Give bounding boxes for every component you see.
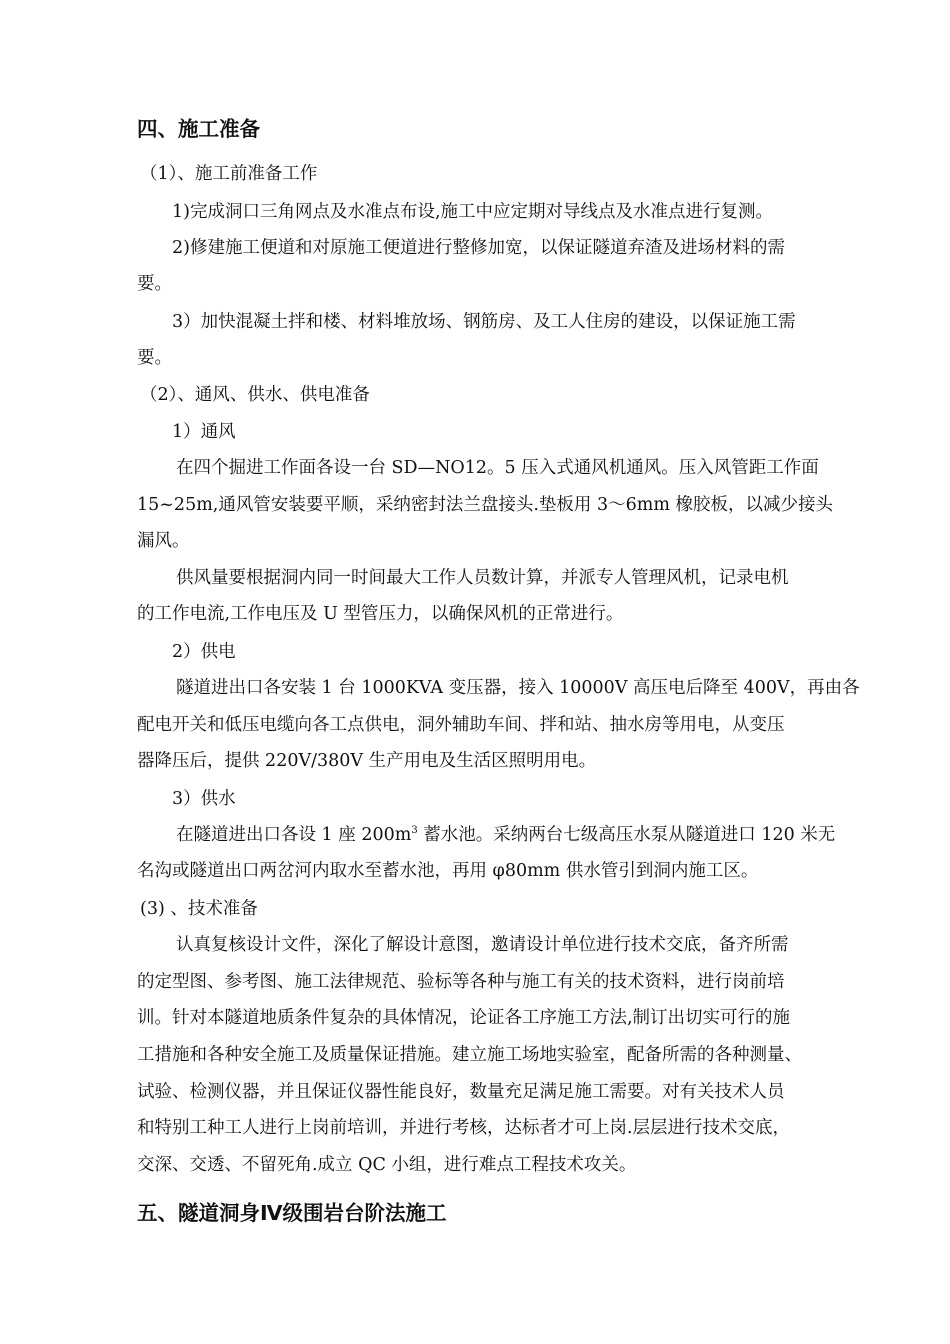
item-title-ventilation: 1）通风 — [172, 422, 236, 442]
paragraph-line: 配电开关和低压电缆向各工点供电，洞外辅助车间、拌和站、抽水房等用电，从变压 — [137, 715, 785, 735]
paragraph-line: 漏风。 — [137, 531, 190, 551]
paragraph-line: 训。针对本隧道地质条件复杂的具体情况，论证各工序施工方法,制订出切实可行的施 — [137, 1008, 791, 1028]
paragraph-line: 隧道进出口各安装 1 台 1000KVA 变压器，接入 10000V 高压电后降至 400V，再由各 — [176, 678, 860, 698]
paragraph-line: 认真复核设计文件，深化了解设计意图，邀请设计单位进行技术交底，备齐所需 — [176, 935, 789, 955]
paragraph-line: 交深、交透、不留死角.成立 QC 小组，进行难点工程技术攻关。 — [137, 1155, 637, 1175]
paragraph-line: 1)完成洞口三角网点及水准点布设,施工中应定期对导线点及水准点进行复测。 — [172, 202, 774, 222]
section-heading-4: 四、施工准备 — [137, 117, 260, 141]
paragraph-line: 的工作电流,工作电压及 U 型管压力，以确保风机的正常进行。 — [137, 604, 624, 624]
paragraph-line: 和特别工种工人进行上岗前培训，并进行考核，达标者才可上岗.层层进行技术交底， — [137, 1118, 791, 1138]
paragraph-line — [176, 824, 835, 846]
paragraph-line: 供风量要根据洞内同一时间最大工作人员数计算，并派专人管理风机，记录电机 — [176, 568, 789, 588]
paragraph-line: 试验、检测仪器，并且保证仪器性能良好，数量充足满足施工需要。对有关技术人员 — [137, 1082, 785, 1102]
paragraph-line: 3）加快混凝土拌和楼、材料堆放场、钢筋房、及工人住房的建设，以保证施工需 — [172, 312, 796, 332]
paragraph-line: 15~25m,通风管安装要平顺，采纳密封法兰盘接头.垫板用 3～6mm 橡胶板，以减少接头 — [137, 495, 833, 515]
item-title-water: 3）供水 — [172, 789, 236, 809]
paragraph-line: 在四个掘进工作面各设一台 SD—NO12。5 压入式通风机通风。压入风管距工作面 — [176, 458, 819, 478]
section-heading-5: 五、隧道洞身Ⅳ级围岩台阶法施工 — [137, 1201, 447, 1225]
paragraph-line: 的定型图、参考图、施工法律规范、验标等各种与施工有关的技术资料，进行岗前培 — [137, 972, 785, 992]
superscript: 3 — [411, 825, 418, 837]
paragraph-line: 2)修建施工便道和对原施工便道进行整修加宽，以保证隧道弃渣及进场材料的需 — [172, 238, 785, 258]
text-run: 蓄水池。采纳两台七级高压水泵从隧道进口 120 米无 — [417, 825, 836, 845]
paragraph-line: 工措施和各种安全施工及质量保证措施。建立施工场地实验室，配备所需的各种测量、 — [137, 1045, 802, 1065]
paragraph-line: 器降压后，提供 220V/380V 生产用电及生活区照明用电。 — [137, 751, 597, 771]
subsection-title-3: (3) 、技术准备 — [140, 899, 258, 919]
text-run: 在隧道进出口各设 1 座 200m — [176, 825, 412, 845]
paragraph-line: 名沟或隧道出口两岔河内取水至蓄水池，再用 φ80mm 供水管引到洞内施工区。 — [137, 861, 759, 881]
subsection-title-1: （1）、施工前准备工作 — [140, 164, 318, 184]
subsection-title-2: （2）、通风、供水、供电准备 — [140, 385, 370, 405]
paragraph-line: 要。 — [137, 348, 172, 368]
item-title-power: 2）供电 — [172, 642, 236, 662]
paragraph-line: 要。 — [137, 274, 172, 294]
